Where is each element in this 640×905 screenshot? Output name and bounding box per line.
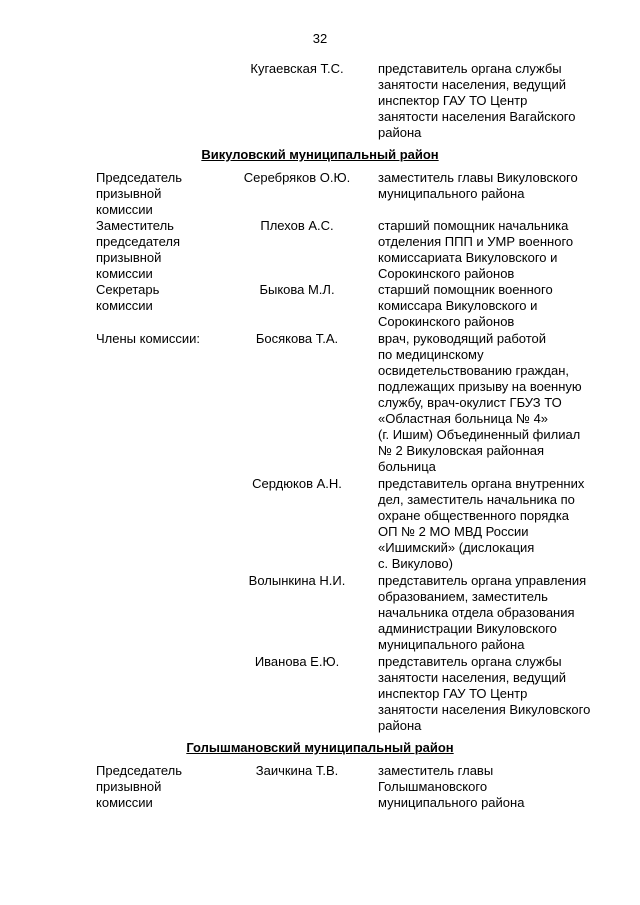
section-title: Викуловский муниципальный район (201, 147, 439, 162)
member-description: представитель органа службы занятости населения, ведущий инспектор ГАУ ТО Центр занятости населения Вагайского района (378, 61, 576, 140)
member-name: Иванова Е.Ю. (254, 654, 340, 669)
section-title: Голышмановский муниципальный район (186, 740, 454, 755)
member-role: Члены комиссии: (96, 331, 201, 346)
page-number: 32 (312, 31, 328, 46)
member-description: старший помощник начальника отделения ППП и УМР военного комиссариата Викуловского и Сорокинского районов (378, 218, 574, 281)
member-description: заместитель главы Викуловского муниципального района (378, 170, 578, 201)
member-description: представитель органа внутренних дел, заместитель начальника по охране общественного порядка ОП № 2 МО МВД России «Ишимский» (дислокация с. Викулово) (378, 476, 585, 571)
member-description: представитель органа управления образованием, заместитель начальника отдела образования администрации Викуловского муниципального района (378, 573, 587, 652)
member-name: Заичкина Т.В. (255, 763, 339, 778)
member-role: Председатель призывной комиссии (96, 170, 183, 217)
member-name: Босякова Т.А. (255, 331, 339, 346)
member-name: Плехов А.С. (260, 218, 334, 233)
member-name: Быкова М.Л. (259, 282, 335, 297)
member-description: старший помощник военного комиссара Викуловского и Сорокинского районов (378, 282, 553, 329)
member-name: Сердюков А.Н. (252, 476, 342, 491)
member-role: Заместитель председателя призывной комиссии (96, 218, 181, 281)
member-description: врач, руководящий работой по медицинскому освидетельствованию граждан, подлежащих призыву на военную службу, врач-окулист ГБУЗ ТО «Областная больница № 4» (г. Ишим) Объединенный филиал № 2 Викуловская районная больница (378, 331, 582, 474)
member-name: Волынкина Н.И. (248, 573, 346, 588)
member-description: представитель органа службы занятости населения, ведущий инспектор ГАУ ТО Центр занятости населения Викуловского района (378, 654, 591, 733)
member-role: Председатель призывной комиссии (96, 763, 183, 810)
member-description: заместитель главы Голышмановского муниципального района (378, 763, 525, 810)
member-name: Кугаевская Т.С. (250, 61, 344, 76)
member-role: Секретарь комиссии (96, 282, 160, 313)
member-name: Серебряков О.Ю. (243, 170, 351, 185)
